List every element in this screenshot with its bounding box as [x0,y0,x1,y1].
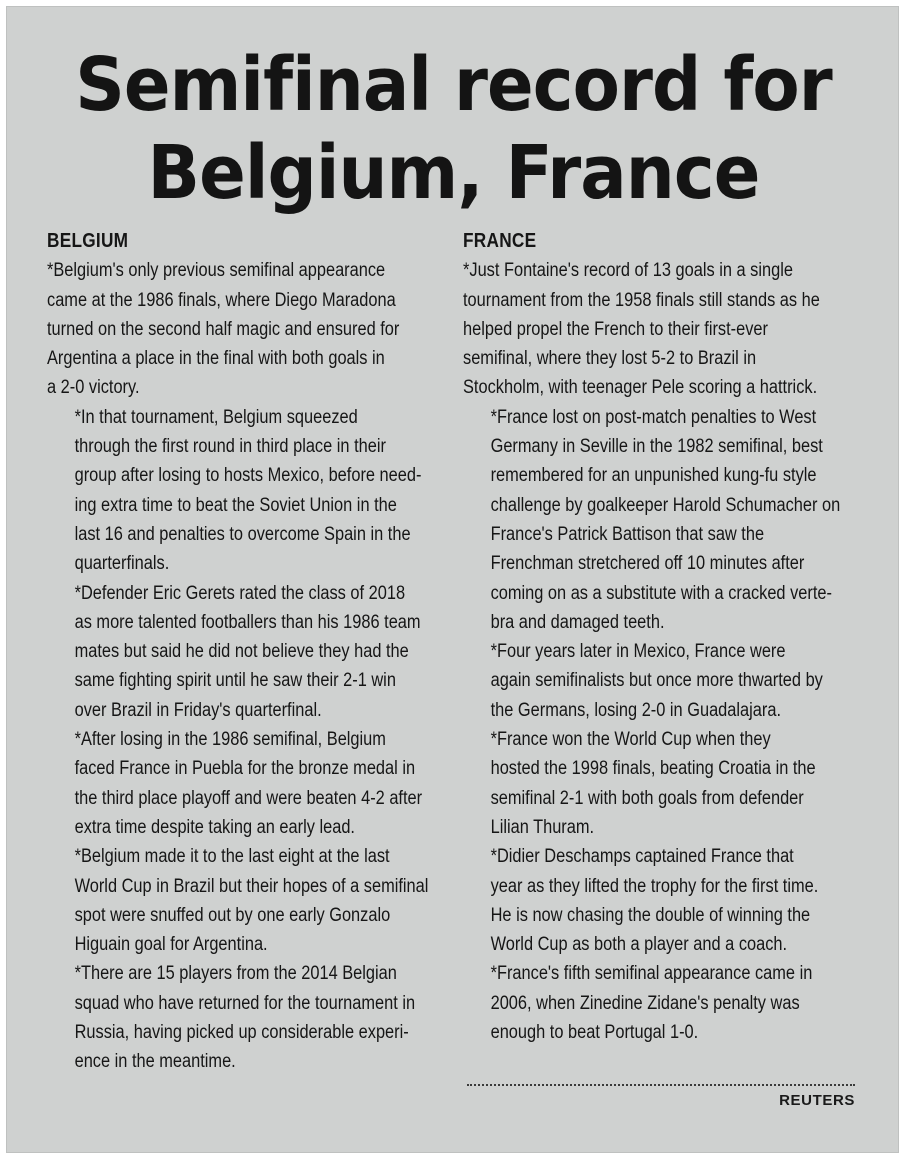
text-line: Stockholm, with teenager Pele scoring a hattrick. [463,377,818,399]
text-line: group after losing to hosts Mexico, before need- [74,465,422,487]
text-line: spot were snuffed out by one early Gonzalo [74,904,391,926]
text-line: *Defender Eric Gerets rated the class of 2018 [74,582,406,604]
headline [38,41,868,217]
belgium-heading: BELGIUM [47,230,129,252]
france-heading: FRANCE [463,230,537,252]
text-line: tournament from the 1958 finals still stands as he [463,289,820,311]
dotted-divider [467,1084,855,1086]
belgium-paragraph [47,579,452,725]
france-paragraph [463,403,868,637]
text-line: ing extra time to beat the Soviet Union in the [74,494,397,516]
text-line: helped propel the French to their first-ever [463,318,768,340]
text-line: enough to beat Portugal 1-0. [490,1022,699,1044]
france-paragraph [463,959,868,1047]
text-line: a 2-0 victory. [47,377,140,399]
text-line: *Belgium's only previous semifinal appearance [47,260,386,282]
text-line: 2006, when Zinedine Zidane's penalty was [490,992,800,1014]
text-line: the third place playoff and were beaten 4-2 after [74,787,423,809]
france-column [463,227,868,1047]
text-line: *Belgium made it to the last eight at the last [74,846,390,868]
headline-line-2: Belgium, France [147,130,760,216]
text-line: Germany in Seville in the 1982 semifinal, best [490,436,823,458]
text-line: challenge by goalkeeper Harold Schumacher on [490,494,841,516]
news-clipping [6,6,899,1153]
text-line: France's Patrick Battison that saw the [490,523,765,545]
text-line: Argentina a place in the final with both goals in [47,348,385,370]
belgium-paragraph [47,842,452,959]
text-line: *Four years later in Mexico, France were [490,641,786,663]
text-line: over Brazil in Friday's quarterfinal. [74,699,322,721]
france-paragraph [463,637,868,725]
text-line: *Didier Deschamps captained France that [490,846,794,868]
text-line: *After losing in the 1986 semifinal, Belgium [74,729,386,751]
text-line: *France won the World Cup when they [490,729,771,751]
text-line: through the first round in third place in their [74,436,386,458]
belgium-column [47,227,452,1077]
belgium-paragraph [47,256,452,402]
france-paragraph [463,842,868,959]
text-line: semifinal 2-1 with both goals from defender [490,787,804,809]
belgium-paragraph [47,725,452,842]
france-paragraph [463,725,868,842]
text-line: World Cup as both a player and a coach. [490,934,788,956]
france-paragraph [463,256,868,402]
text-line: Russia, having picked up considerable experi- [74,1022,409,1044]
text-line: same fighting spirit until he saw their 2-1 win [74,670,396,692]
belgium-paragraph [47,403,452,579]
text-line: *France lost on post-match penalties to West [490,406,817,428]
text-line: *Just Fontaine's record of 13 goals in a single [463,260,793,282]
text-line: He is now chasing the double of winning the [490,904,811,926]
text-line: World Cup in Brazil but their hopes of a semifinal [74,875,429,897]
text-line: last 16 and penalties to overcome Spain in the [74,523,411,545]
text-line: ence in the meantime. [74,1051,236,1073]
text-line: faced France in Puebla for the bronze medal in [74,758,416,780]
text-line: remembered for an unpunished kung-fu style [490,465,817,487]
text-line: came at the 1986 finals, where Diego Maradona [47,289,396,311]
text-line: year as they lifted the trophy for the first time. [490,875,819,897]
text-line: squad who have returned for the tournament in [74,992,416,1014]
text-line: *There are 15 players from the 2014 Belgian [74,963,397,985]
text-line: turned on the second half magic and ensured for [47,318,400,340]
text-line: *In that tournament, Belgium squeezed [74,406,358,428]
text-line: again semifinalists but once more thwarted by [490,670,823,692]
belgium-paragraph [47,959,452,1076]
text-line: Frenchman stretchered off 10 minutes after [490,553,805,575]
text-line: extra time despite taking an early lead. [74,816,355,838]
text-line: quarterfinals. [74,553,170,575]
text-line: bra and damaged teeth. [490,611,665,633]
text-line: hosted the 1998 finals, beating Croatia in the [490,758,816,780]
text-line: *France's fifth semifinal appearance came in [490,963,813,985]
text-line: Higuain goal for Argentina. [74,934,268,956]
source-credit: REUTERS [779,1092,855,1109]
text-line: the Germans, losing 2-0 in Guadalajara. [490,699,782,721]
text-line: semifinal, where they lost 5-2 to Brazil in [463,348,757,370]
text-line: Lilian Thuram. [490,816,595,838]
text-line: coming on as a substitute with a cracked verte- [490,582,832,604]
headline-line-1: Semifinal record for [75,42,832,128]
text-line: mates but said he did not believe they had the [74,641,409,663]
text-line: as more talented footballers than his 1986 team [74,611,421,633]
